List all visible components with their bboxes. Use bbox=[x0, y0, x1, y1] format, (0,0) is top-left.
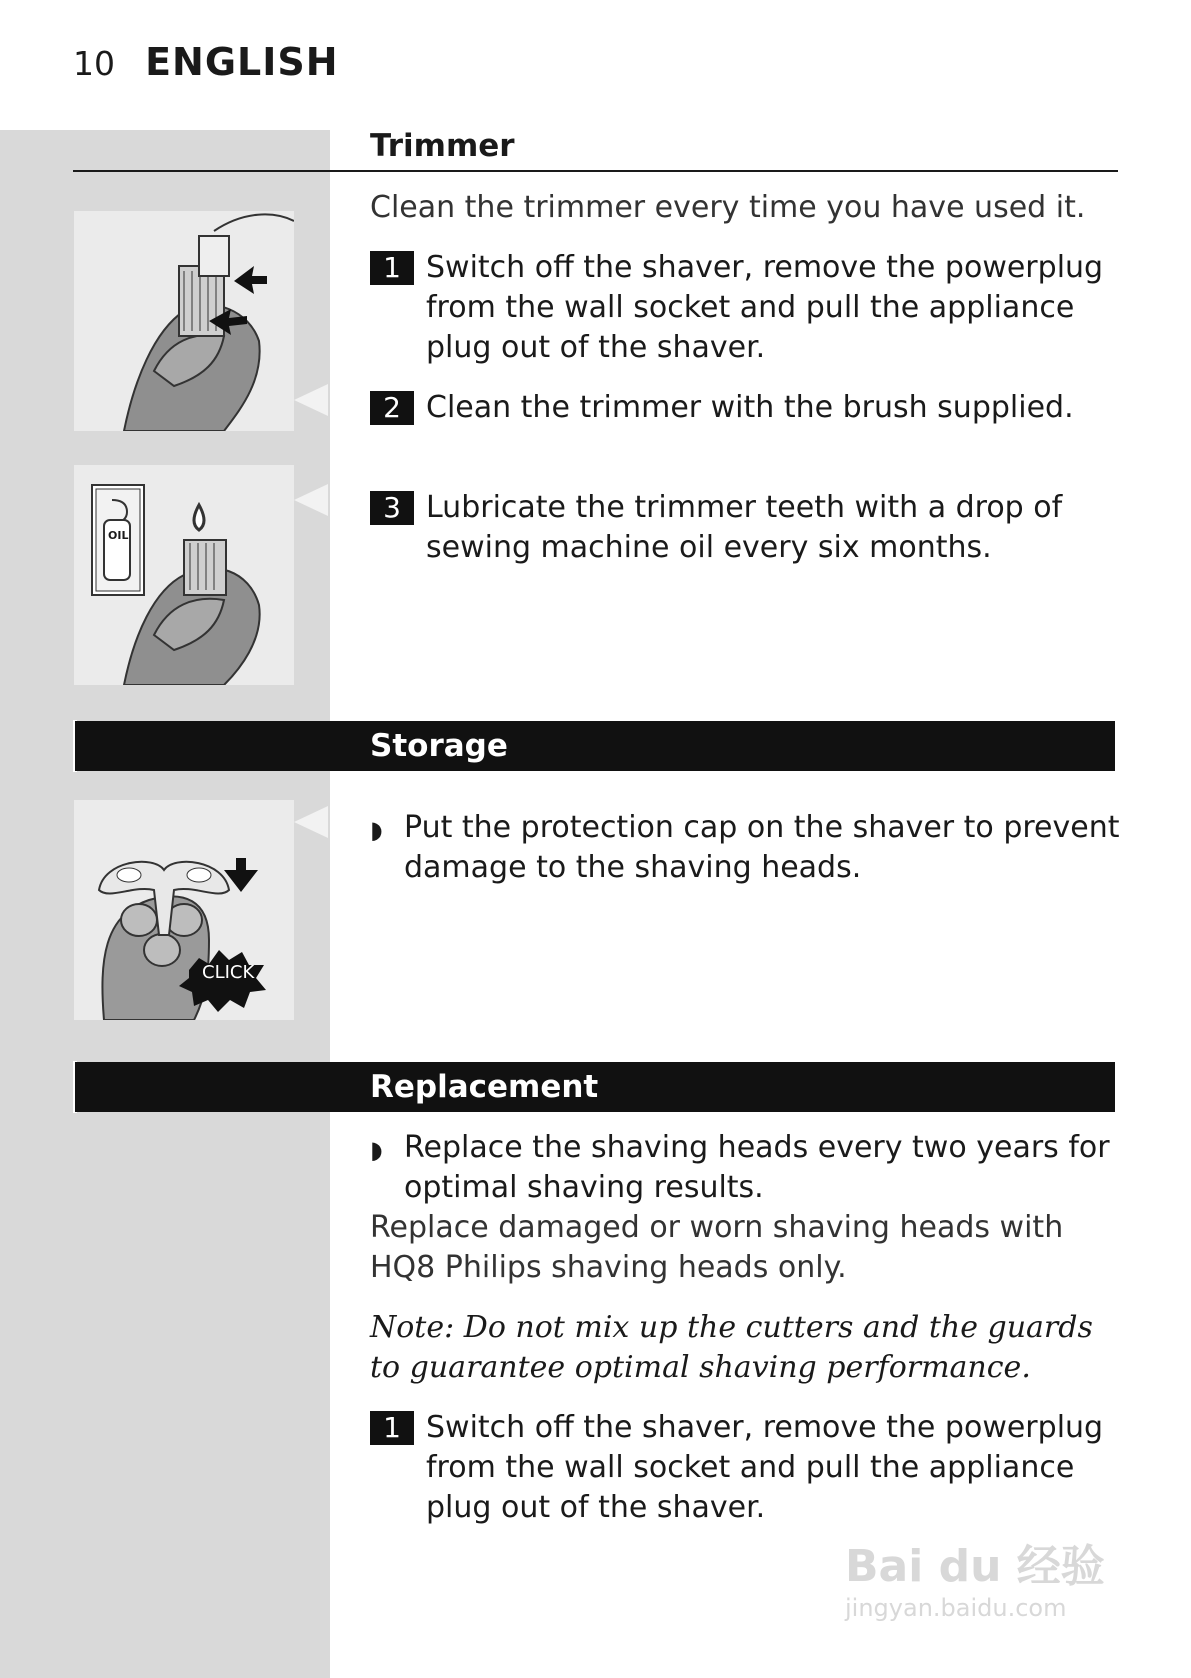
trimmer-brush-illustration bbox=[74, 211, 294, 431]
bullet-text: Replace the shaving heads every two years for optimal shaving results. bbox=[404, 1130, 1110, 1205]
step-number: 2 bbox=[370, 391, 414, 425]
step-number: 1 bbox=[370, 251, 414, 285]
replacement-step-1 bbox=[370, 1408, 1130, 1528]
replacement-heading: Replacement bbox=[370, 1069, 599, 1105]
step-text: Clean the trimmer with the brush supplied. bbox=[426, 390, 1074, 425]
trimmer-step-2 bbox=[370, 388, 1130, 428]
trimmer-step-1 bbox=[370, 248, 1130, 368]
bullet-icon: ◗ bbox=[370, 1136, 383, 1164]
storage-heading-bar bbox=[75, 721, 1115, 771]
page-number: 10 bbox=[73, 44, 115, 83]
oil-label: OIL bbox=[108, 529, 129, 542]
trimmer-oil-illustration bbox=[74, 465, 294, 685]
bullet-text: Put the protection cap on the shaver to prevent damage to the shaving heads. bbox=[404, 810, 1120, 885]
illustration-pointer bbox=[294, 384, 328, 416]
trimmer-step-3 bbox=[370, 488, 1130, 568]
trimmer-intro: Clean the trimmer every time you have used it. bbox=[370, 190, 1086, 225]
step-text: Lubricate the trimmer teeth with a drop of sewing machine oil every six months. bbox=[426, 490, 1063, 565]
baidu-watermark bbox=[845, 1530, 1105, 1622]
step-text: Switch off the shaver, remove the powerplug from the wall socket and pull the appliance plug out of the shaver. bbox=[426, 1410, 1104, 1525]
shaver-oil-image bbox=[74, 465, 294, 685]
watermark-brand: Bai du 经验 bbox=[845, 1541, 1105, 1592]
trimmer-heading: Trimmer bbox=[370, 128, 515, 164]
watermark-url: jingyan.baidu.com bbox=[845, 1594, 1067, 1622]
storage-cap-illustration bbox=[74, 800, 294, 1020]
illustration-pointer bbox=[294, 484, 328, 516]
replacement-para: Replace damaged or worn shaving heads with HQ8 Philips shaving heads only. bbox=[370, 1210, 1064, 1285]
page-header bbox=[73, 40, 339, 84]
shaver-trimmer-image bbox=[74, 211, 294, 431]
illustration-pointer bbox=[294, 806, 328, 838]
shaver-cap-image bbox=[74, 800, 294, 1020]
bullet-icon: ◗ bbox=[370, 816, 383, 844]
storage-bullet bbox=[370, 808, 1130, 888]
trimmer-rule bbox=[73, 170, 1118, 172]
replacement-heading-bar bbox=[75, 1062, 1115, 1112]
language-heading: ENGLISH bbox=[145, 40, 339, 84]
step-text: Switch off the shaver, remove the powerplug from the wall socket and pull the appliance plug out of the shaver. bbox=[426, 250, 1104, 365]
click-label: CLICK bbox=[202, 962, 255, 983]
storage-heading: Storage bbox=[370, 728, 508, 764]
replacement-bullet bbox=[370, 1128, 1130, 1208]
step-number: 3 bbox=[370, 491, 414, 525]
step-number: 1 bbox=[370, 1411, 414, 1445]
replacement-note: Note: Do not mix up the cutters and the guards to guarantee optimal shaving performance. bbox=[370, 1310, 1093, 1385]
